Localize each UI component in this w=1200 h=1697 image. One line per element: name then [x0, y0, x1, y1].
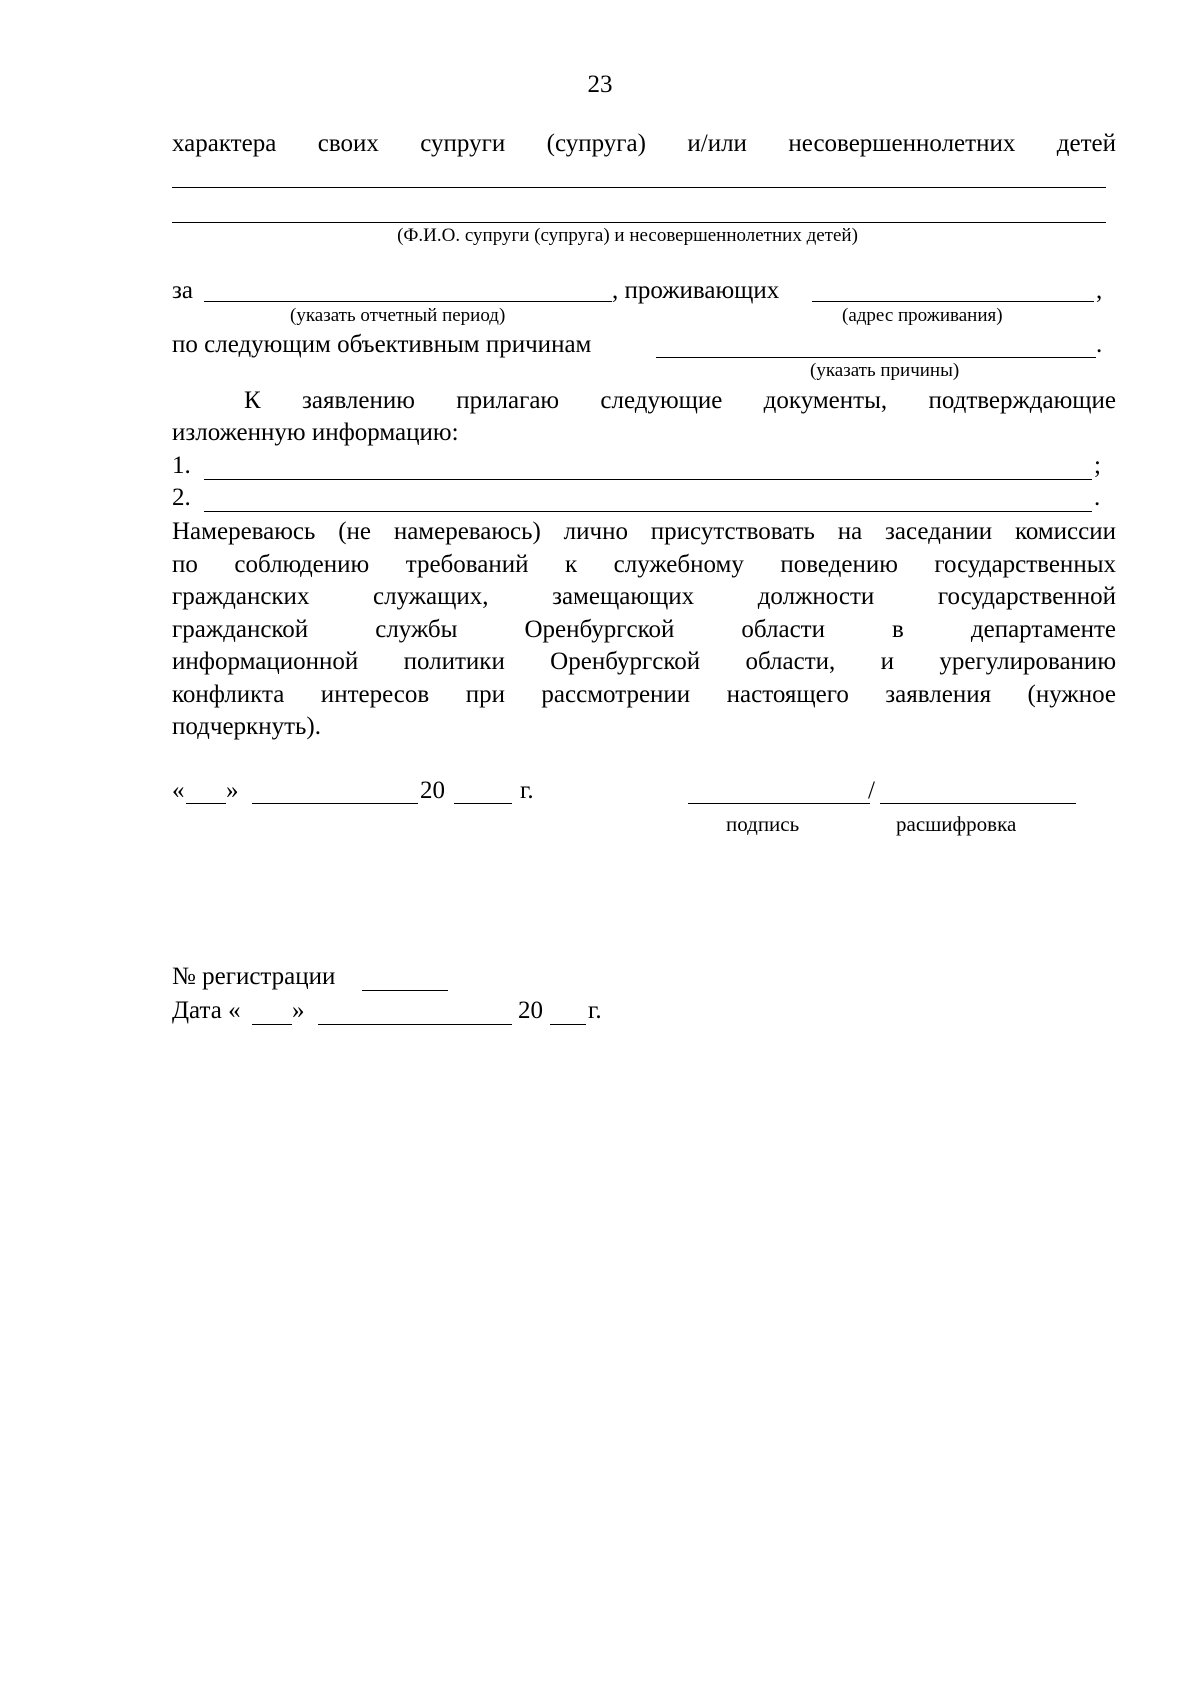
intent-paragraph [172, 516, 1116, 744]
item-2-number: 2. [172, 484, 191, 511]
year-prefix: 20 [420, 777, 445, 804]
item-1-end: ; [1094, 452, 1101, 479]
intent-line: подчеркнуть). [172, 713, 321, 740]
date-day-field[interactable] [186, 803, 226, 804]
registration-month-field[interactable] [318, 1024, 512, 1025]
intent-line: конфликта интересов при рассмотрении настоящего заявления (нужное [172, 680, 1116, 708]
registration-date-close: » [292, 997, 305, 1024]
reasons-field[interactable] [656, 357, 1096, 358]
registration-number-field[interactable] [362, 990, 448, 991]
blank-line-2[interactable] [172, 222, 1106, 223]
date-year-field[interactable] [454, 803, 512, 804]
intent-line: гражданской службы Оренбургской области в департаменте [172, 615, 1116, 643]
reasons-end: . [1096, 331, 1103, 358]
registration-day-field[interactable] [252, 1024, 292, 1025]
blank-line-1[interactable] [172, 187, 1106, 188]
za-label: за [172, 277, 193, 304]
registration-date-label: Дата « [172, 997, 241, 1024]
attach-line-1: К заявлению прилагаю следующие документы, подтверждающие [244, 387, 1116, 414]
fio-caption: (Ф.И.О. супруги (супруга) и несовершеннолетних детей) [397, 225, 858, 246]
reasons-caption: (указать причины) [810, 360, 960, 381]
attach-line-2: изложенную информацию: [172, 419, 459, 446]
continuation-line: характера своих супруги (супруга) и/или несовершеннолетних детей [172, 130, 1116, 157]
registration-year-suffix: г. [588, 997, 602, 1024]
item-1-field[interactable] [204, 479, 1092, 480]
intent-line: информационной политики Оренбургской области, и урегулированию [172, 648, 1116, 675]
registration-year-field[interactable] [550, 1024, 586, 1025]
intent-line: гражданских служащих, замещающих должности государственной [172, 583, 1116, 610]
period-caption: (указать отчетный период) [290, 305, 506, 326]
reasons-label: по следующим объективным причинам [172, 331, 592, 358]
intent-line: по соблюдению требований к служебному поведению государственных [172, 550, 1116, 578]
comma: , [1096, 277, 1103, 304]
address-field[interactable] [812, 301, 1094, 302]
registration-label: № регистрации [172, 963, 336, 990]
decoding-field[interactable] [880, 803, 1076, 804]
year-suffix: г. [520, 777, 534, 804]
item-2-end: . [1094, 484, 1101, 511]
item-1-number: 1. [172, 452, 191, 479]
page-number: 23 [587, 71, 613, 98]
signature-slash: / [868, 777, 875, 804]
period-field[interactable] [204, 301, 612, 302]
address-caption: (адрес проживания) [842, 305, 1003, 326]
date-month-field[interactable] [252, 803, 418, 804]
intent-line: Намереваюсь (не намереваюсь) лично присутствовать на заседании комиссии [172, 518, 1116, 545]
decoding-caption: расшифровка [896, 812, 1017, 836]
signature-field[interactable] [688, 803, 870, 804]
registration-year-prefix: 20 [518, 997, 543, 1024]
signature-caption: подпись [726, 812, 800, 836]
date-open-quote: « [172, 777, 185, 804]
date-close-quote: » [226, 777, 239, 804]
item-2-field[interactable] [204, 511, 1092, 512]
living-label: , проживающих [612, 277, 780, 304]
